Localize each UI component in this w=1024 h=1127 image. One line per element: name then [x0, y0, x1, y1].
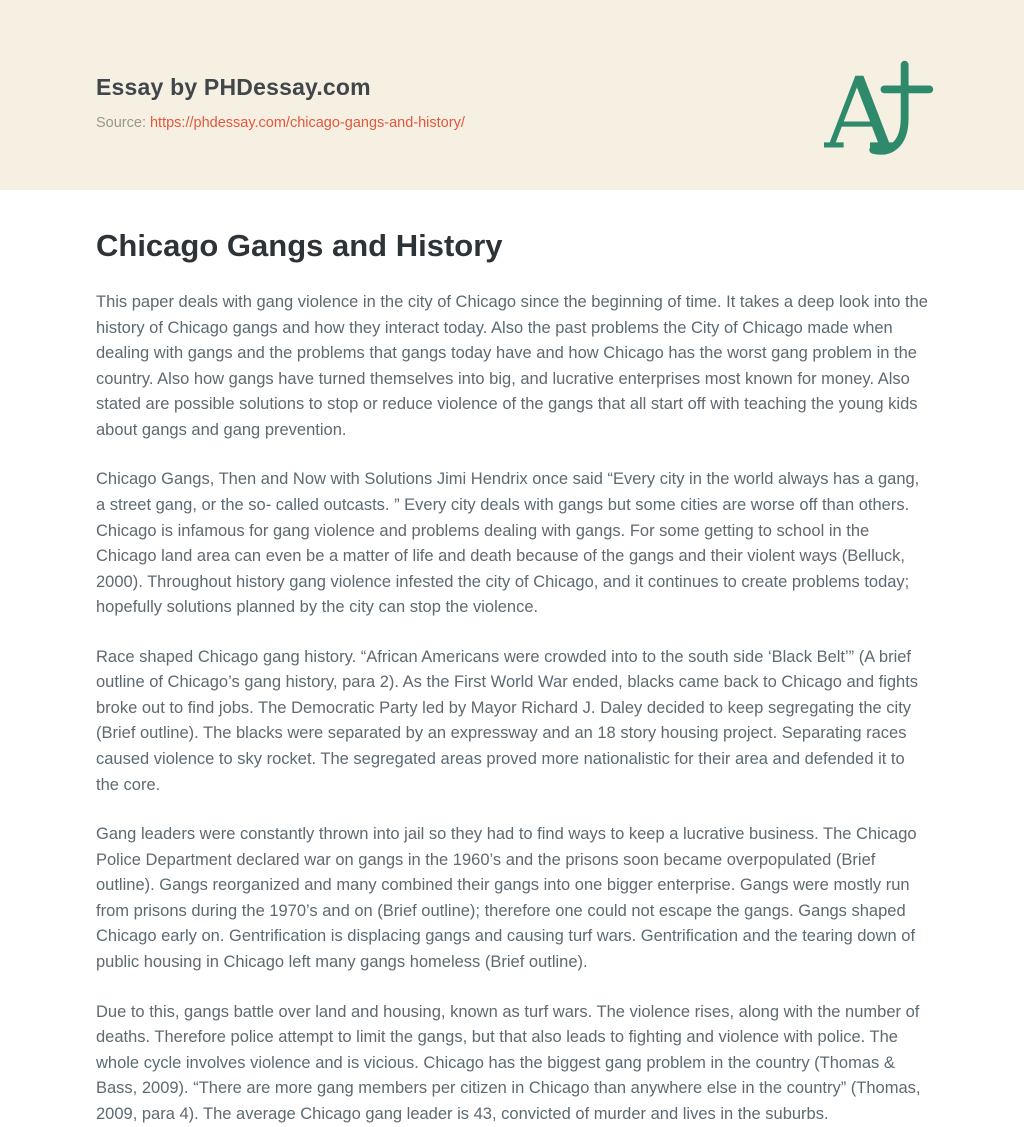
article-paragraph-4: Gang leaders were constantly thrown into jail so they had to find ways to keep a lucrative business. The Chicago Police Department declared war on gangs in the 1960’s and the prisons soon became overpopulated (Brief outline). Gangs reorganized and many combined their gangs into one bigger enterprise. Gangs were mostly run from prisons during the 1970’s and on (Brief outline); therefore one could not escape the gangs. Gangs shaped Chicago early on. Gentrification is displacing gangs and causing turf wars. Gentrification and the tearing down of public housing in Chicago left many gangs homeless (Brief outline). — [96, 822, 928, 975]
article-paragraph-2: Chicago Gangs, Then and Now with Solutions Jimi Hendrix once said “Every city in the world always has a gang, a street gang, or the so- called outcasts. ” Every city deals with gangs but some cities are worse off than others. Chicago is infamous for gang violence and problems dealing with gangs. For some getting to school in the Chicago land area can even be a matter of life and death because of the gangs and their violent ways (Belluck, 2000). Throughout history gang violence infested the city of Chicago, and it continues to create problems today; hopefully solutions planned by the city can stop the violence. — [96, 467, 928, 620]
article — [0, 190, 1024, 1127]
article-paragraph-3: Race shaped Chicago gang history. “African Americans were crowded into to the south side ‘Black Belt’” (A brief outline of Chicago’s gang history, para 2). As the First World War ended, blacks came back to Chicago and fights broke out to find jobs. The Democratic Party led by Mayor Richard J. Daley decided to keep segregating the city (Brief outline). The blacks were separated by an expressway and an 18 story housing project. Separating races caused violence to sky rocket. The segregated areas proved more nationalistic for their area and defended it to the core. — [96, 645, 928, 798]
source-label: Source: — [96, 115, 146, 131]
phdessay-logo-icon — [824, 58, 936, 170]
header — [0, 0, 1024, 190]
article-paragraph-5: Due to this, gangs battle over land and housing, known as turf wars. The violence rises, along with the number of deaths. Therefore police attempt to limit the gangs, but that also leads to fighting and violence with police. The whole cycle involves violence and is vicious. Chicago has the biggest gang problem in the country (Thomas & Bass, 2009). “There are more gang members per citizen in Chicago than anywhere else in the country” (Thomas, 2009, para 4). The average Chicago gang leader is 43, convicted of murder and lives in the suburbs. — [96, 1000, 928, 1127]
header-text-block — [96, 74, 465, 131]
article-title: Chicago Gangs and History — [96, 228, 928, 264]
brand-title: Essay by PHDessay.com — [96, 74, 465, 101]
svg-text:A: A — [824, 58, 897, 170]
source-link[interactable]: https://phdessay.com/chicago-gangs-and-history/ — [150, 115, 465, 131]
source-line — [96, 115, 465, 131]
article-paragraph-1: This paper deals with gang violence in the city of Chicago since the beginning of time. It takes a deep look into the history of Chicago gangs and how they interact today. Also the past problems the City of Chicago made when dealing with gangs and the problems that gangs today have and how Chicago has the worst gang problem in the country. Also how gangs have turned themselves into big, and lucrative enterprises most known for money. Also stated are possible solutions to stop or reduce violence of the gangs that all start off with teaching the young kids about gangs and gang prevention. — [96, 290, 928, 443]
